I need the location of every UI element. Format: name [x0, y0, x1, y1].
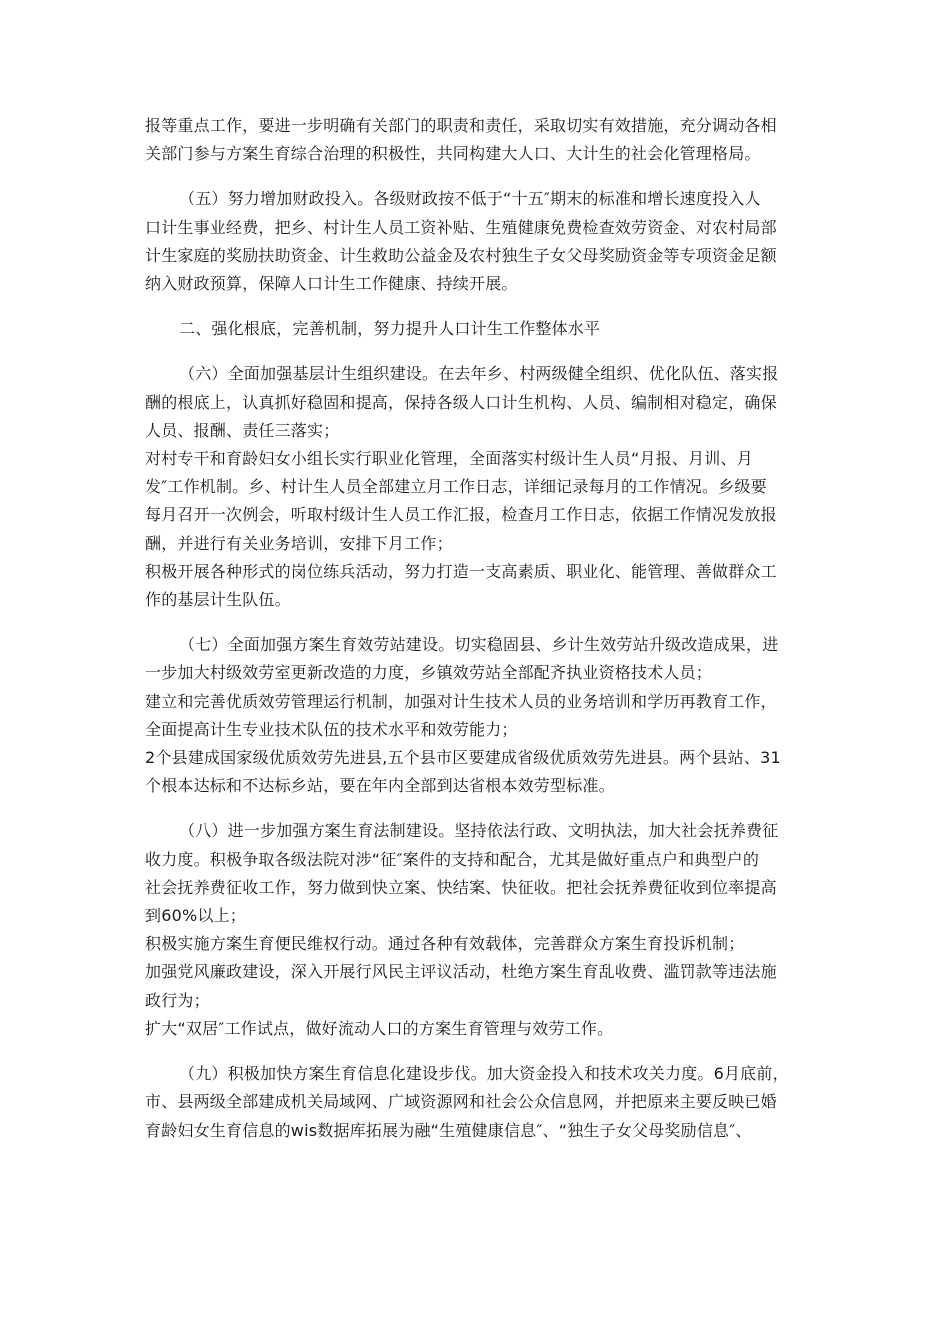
text-line: 口计生事业经费，把乡、村计生人员工资补贴、生殖健康免费检查效劳资金、对农村局部 — [145, 217, 777, 237]
paragraph-6 — [145, 817, 813, 1043]
text-line: 扩大“双居″工作试点，做好流动人口的方案生育管理与效劳工作。 — [145, 1018, 614, 1038]
text-line: 每月召开一次例会，听取村级计生人员工作汇报，检查月工作日志，依据工作情况发放报 — [145, 505, 777, 525]
text-line: （七）全面加强方案生育效劳站建设。切实稳固县、乡计生效劳站升级改造成果，进 — [179, 635, 779, 655]
text-line: 纳入财政预算，保障人口计生工作健康、持续开展。 — [145, 274, 518, 294]
text-line: 全面提高计生专业技术队伍的技术水平和效劳能力； — [145, 719, 518, 739]
text-line: 作的基层计生队伍。 — [145, 590, 291, 610]
section-heading — [145, 315, 813, 343]
text-line: （五）努力增加财政投入。各级财政按不低于“十五″期末的标准和增长速度投入人 — [179, 189, 761, 209]
text-line: 育龄妇女生育信息的wis数据库拓展为融“生殖健康信息″、“独生子女父母奖励信息″、 — [145, 1120, 752, 1140]
text-line: 到60%以上； — [145, 906, 246, 926]
text-line: （六）全面加强基层计生组织建设。在去年乡、村两级健全组织、优化队伍、落实报 — [179, 364, 779, 384]
text-line: 个根本达标和不达标乡站，要在年内全部到达省根本效劳型标准。 — [145, 776, 615, 796]
text-line: 酬，并进行有关业务培训，安排下月工作； — [145, 533, 453, 553]
text-line: 酬的根底上，认真抓好稳固和提高，保持各级人口计生机构、人员、编制相对稳定，确保 — [145, 392, 777, 412]
text-line: 对村专干和育龄妇女小组长实行职业化管理，全面落实村级计生人员“月报、月训、月 — [145, 449, 753, 469]
text-line: 加强党风廉政建设，深入开展行风民主评议活动，杜绝方案生育乱收费、滥罚款等违法施 — [145, 962, 777, 982]
text-line: （八）进一步加强方案生育法制建设。坚持依法行政、文明执法，加大社会抚养费征 — [179, 821, 779, 841]
text-line: 计生家庭的奖励扶助资金、计生救助公益金及农村独生子女父母奖励资金等专项资金足额 — [145, 245, 777, 265]
text-line: 报等重点工作，要进一步明确有关部门的职责和责任，采取切实有效措施，充分调动各相 — [145, 116, 777, 135]
text-line: 积极开展各种形式的岗位练兵活动，努力打造一支高素质、职业化、能管理、善做群众工 — [145, 561, 777, 581]
text-line: 社会抚养费征收工作，努力做到快立案、快结案、快征收。把社会抚养费征收到位率提高 — [145, 877, 777, 897]
text-line: 积极实施方案生育便民维权行动。通过各种有效载体，完善群众方案生育投诉机制； — [145, 934, 745, 954]
text-line: 政行为； — [145, 990, 210, 1010]
paragraph-5 — [145, 631, 813, 800]
text-line: （九）积极加快方案生育信息化建设步伐。加大资金投入和技术攻关力度。6月底前， — [179, 1064, 789, 1084]
text-line: 市、县两级全部建成机关局域网、广域资源网和社会公众信息网，并把原来主要反映已婚 — [145, 1092, 777, 1112]
text-line: 建立和完善优质效劳管理运行机制，加强对计生技术人员的业务培训和学历再教育工作， — [145, 691, 777, 711]
document-body — [145, 112, 813, 1162]
paragraph-1 — [145, 112, 813, 168]
text-line: 关部门参与方案生育综合治理的积极性，共同构建大人口、大计生的社会化管理格局。 — [145, 144, 761, 164]
text-line: 2个县建成国家级优质效劳先进县,五个县市区要建成省级优质效劳先进县。两个县站、31 — [145, 748, 781, 768]
text-line: 发″工作机制。乡、村计生人员全部建立月工作日志，详细记录每月的工作情况。乡级要 — [145, 477, 767, 497]
paragraph-4 — [145, 360, 813, 614]
text-line: 人员、报酬、责任三落实； — [145, 420, 340, 440]
paragraph-7 — [145, 1060, 813, 1145]
text-line: 一步加大村级效劳室更新改造的力度，乡镇效劳站全部配齐执业资格技术人员； — [145, 663, 713, 683]
text-line: 收力度。积极争取各级法院对涉“征″案件的支持和配合，尤其是做好重点户和典型户的 — [145, 849, 760, 869]
paragraph-2 — [145, 185, 813, 298]
text-line: 二、强化根底，完善机制，努力提升人口计生工作整体水平 — [179, 319, 601, 339]
